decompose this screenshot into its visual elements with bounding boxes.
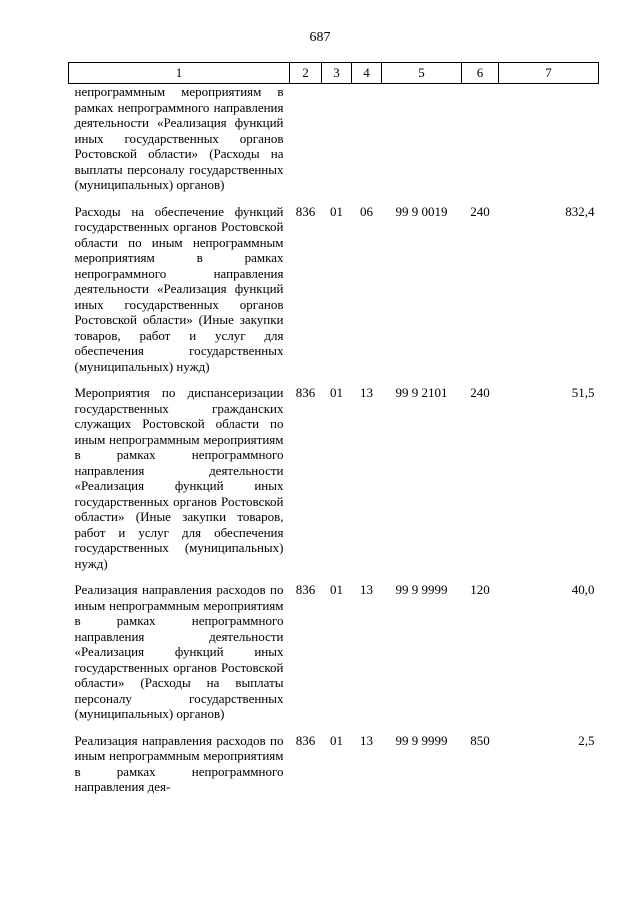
cell-expense-type [462, 84, 499, 204]
row-description: непрограммным мероприятиям в рамках непрограммного направления деятельности «Реализация функций иных государственных органов Ростовской области» (Расходы на выплаты персоналу государственных (муниципальных) органов) [74, 84, 284, 192]
cell-ministry-code: 836 [295, 385, 316, 400]
table-header-row [69, 63, 599, 84]
table-row [69, 582, 599, 733]
cell-target-article [382, 84, 462, 204]
cell-subsection: 13 [360, 732, 373, 748]
cell-section [322, 84, 352, 204]
cell-ministry-code: 836 [295, 582, 316, 597]
cell-target-article: 99 9 9999 [395, 582, 448, 597]
cell-ministry-code: 836 [295, 203, 316, 219]
cell-amount [499, 84, 599, 204]
cell-target-article: 99 9 0019 [395, 203, 448, 219]
cell-subsection: 06 [360, 203, 373, 219]
cell-amount: 2,5 [578, 732, 595, 748]
cell-target-article: 99 9 9999 [395, 732, 448, 748]
row-description: Реализация направления расходов по иным непрограммным мероприятиям в рамках непрограммного направления деятельности «Реализация функций иных государственных органов Ростовской области» (Расходы на выплаты персоналу государственных (муниципальных) органов) [74, 582, 284, 721]
column-header-6: 6 [462, 63, 499, 84]
cell-subsection: 13 [360, 582, 373, 597]
table-row [69, 84, 599, 204]
cell-section: 01 [330, 582, 343, 597]
column-header-5: 5 [382, 63, 462, 84]
cell-expense-type: 120 [470, 582, 490, 597]
cell-ministry-code [290, 84, 322, 204]
cell-expense-type: 240 [470, 203, 490, 219]
cell-subsection: 13 [360, 385, 373, 400]
column-header-7: 7 [499, 63, 599, 84]
column-header-4: 4 [352, 63, 382, 84]
row-description: Мероприятия по диспансеризации государственных гражданских служащих Ростовской области по иным непрограммным мероприятиям в рамках непрограммного направления деятельности «Реализация функций иных государственных органов Ростовской области» (Иные закупки товаров, работ и услуг для обеспечения государственных (муниципальных) нужд) [74, 385, 284, 571]
column-header-3: 3 [322, 63, 352, 84]
cell-subsection [352, 84, 382, 204]
column-header-2: 2 [290, 63, 322, 84]
cell-amount: 40,0 [571, 582, 595, 597]
page-number: 687 [309, 30, 331, 45]
row-description: Расходы на обеспечение функций государственных органов Ростовской области по иным непрограммным мероприятиям в рамках непрограммного направления деятельности «Реализация функций иных государственных органов Ростовской области» (Иные закупки товаров, работ и услуг для обеспечения государственных (муниципальных) нужд) [74, 203, 284, 374]
table-row [69, 733, 599, 795]
column-header-1: 1 [69, 63, 290, 84]
cell-amount: 51,5 [571, 385, 595, 400]
table-row [69, 385, 599, 582]
cell-ministry-code: 836 [295, 732, 316, 748]
cell-target-article: 99 9 2101 [395, 385, 448, 400]
row-description: Реализация направления расходов по иным непрограммным мероприятиям в рамках непрограммного направления дея- [74, 732, 284, 794]
cell-amount: 832,4 [565, 203, 595, 219]
cell-section: 01 [330, 732, 343, 748]
cell-section: 01 [330, 203, 343, 219]
table-row [69, 204, 599, 386]
budget-table [68, 62, 599, 795]
cell-expense-type: 240 [470, 385, 490, 400]
cell-section: 01 [330, 385, 343, 400]
cell-expense-type: 850 [470, 732, 490, 748]
